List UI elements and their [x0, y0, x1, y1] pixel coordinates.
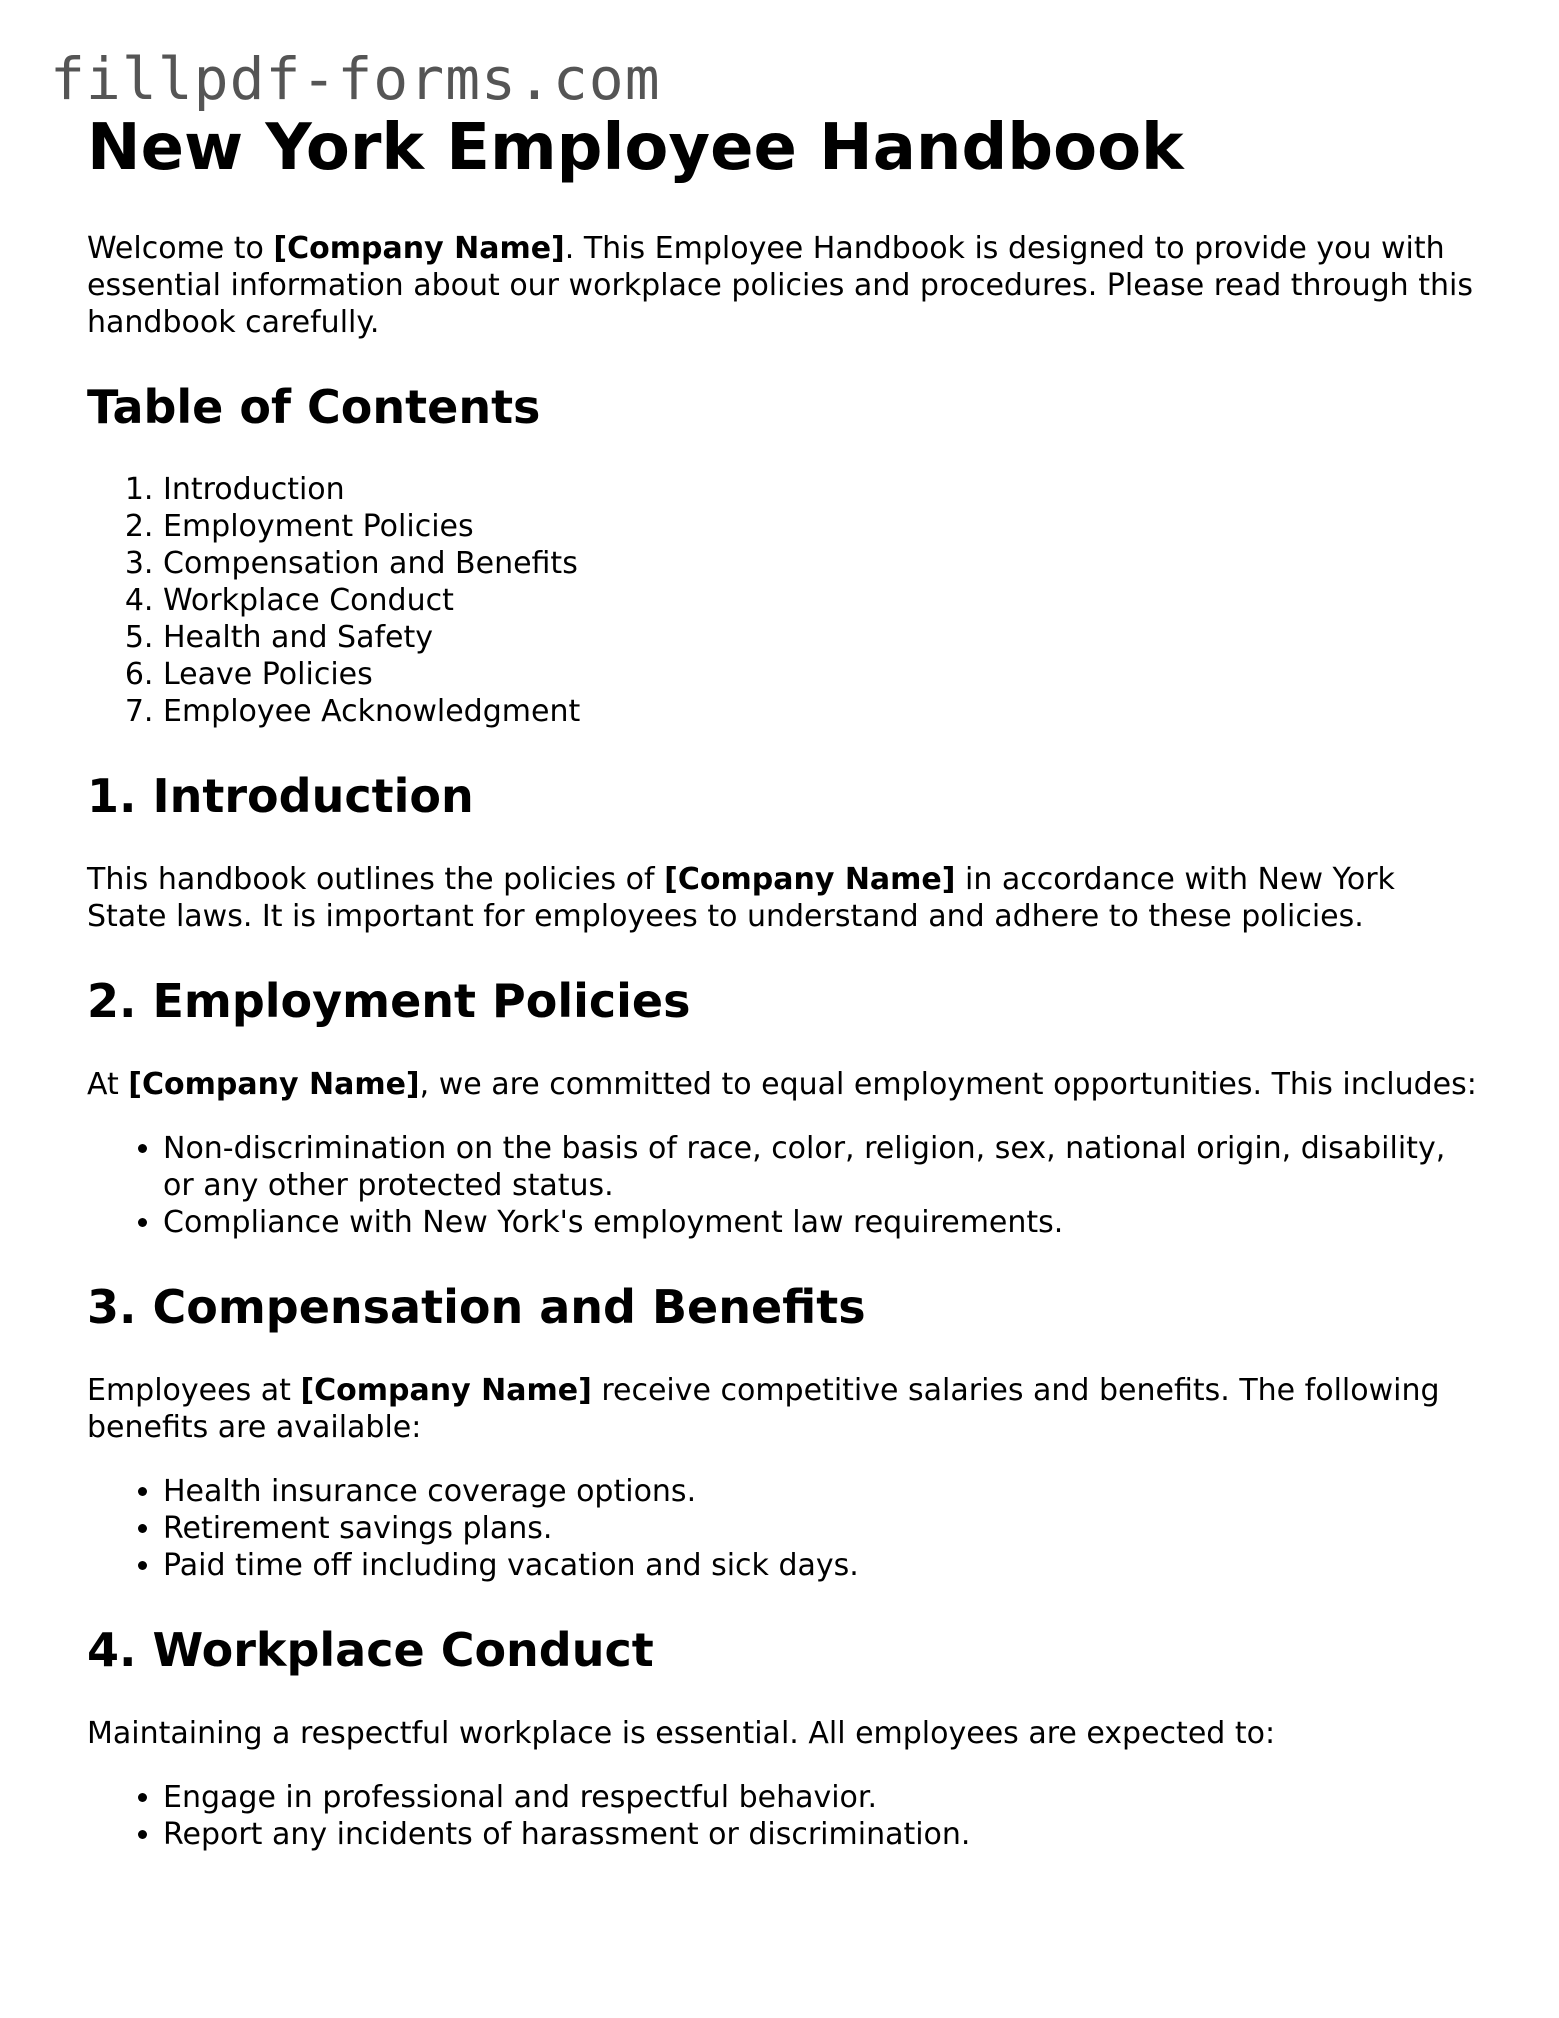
document-title: New York Employee Handbook	[87, 111, 1184, 185]
section-text: Employees at	[87, 1373, 301, 1409]
company-name-placeholder: [Company Name]	[273, 230, 565, 266]
section-employment-paragraph	[87, 1066, 1477, 1103]
section-introduction-heading: 1. Introduction	[87, 769, 474, 824]
section-compensation-paragraph	[87, 1372, 1477, 1446]
list-item: • Compliance with New York's employment law requirements.	[163, 1204, 1477, 1241]
section-compensation-heading: 3. Compensation and Benefits	[87, 1280, 866, 1335]
list-item: • Report any incidents of harassment or discrimination.	[163, 1816, 1477, 1853]
toc-item: 1. Introduction	[163, 471, 1477, 508]
section-text: receive competitive salaries and benefits. The following benefits are available:	[87, 1373, 1440, 1446]
section-conduct-paragraph: Maintaining a respectful workplace is essential. All employees are expected to:	[87, 1716, 1276, 1752]
employment-bullet-list	[87, 1130, 1477, 1241]
section-introduction-paragraph	[87, 861, 1477, 935]
intro-text-before: Welcome to	[87, 230, 274, 266]
section-text: This handbook outlines the policies of	[87, 862, 665, 898]
toc-item: 4. Workplace Conduct	[163, 582, 1477, 619]
toc-item: 3. Compensation and Benefits	[163, 545, 1477, 582]
benefits-bullet-list	[87, 1473, 1477, 1584]
watermark: fillpdf-forms.com	[50, 45, 661, 113]
section-text: , we are committed to equal employment opportunities. This includes:	[419, 1067, 1477, 1103]
company-name-placeholder: [Company Name]	[300, 1373, 592, 1409]
section-text: in accordance with New York State laws. It is important for employees to understand and adhere to these policies.	[87, 862, 1395, 935]
list-item: • Engage in professional and respectful behavior.	[163, 1779, 1477, 1816]
toc-item: 5. Health and Safety	[163, 619, 1477, 656]
list-item: • Paid time off including vacation and sick days.	[163, 1547, 1477, 1584]
list-item: • Health insurance coverage options.	[163, 1473, 1477, 1510]
intro-paragraph	[87, 230, 1477, 341]
company-name-placeholder: [Company Name]	[664, 862, 956, 898]
toc-heading: Table of Contents	[87, 379, 541, 434]
toc-item: 6. Leave Policies	[163, 656, 1477, 693]
document-page	[87, 112, 1477, 1893]
conduct-bullet-list	[87, 1779, 1477, 1853]
list-item: • Retirement savings plans.	[163, 1510, 1477, 1547]
company-name-placeholder: [Company Name]	[128, 1067, 420, 1103]
list-item: • Non-discrimination on the basis of race, color, religion, sex, national origin, disability, or any other protected status.	[163, 1130, 1477, 1204]
toc-item: 2. Employment Policies	[163, 508, 1477, 545]
intro-text-after: . This Employee Handbook is designed to provide you with essential information about our workplace policies and procedures. Please read through this handbook carefully.	[87, 230, 1473, 340]
toc-item: 7. Employee Acknowledgment	[163, 693, 1477, 730]
section-conduct-heading: 4. Workplace Conduct	[87, 1623, 654, 1678]
section-text: At	[87, 1067, 129, 1103]
section-employment-heading: 2. Employment Policies	[87, 974, 691, 1029]
toc-list	[87, 471, 1477, 730]
